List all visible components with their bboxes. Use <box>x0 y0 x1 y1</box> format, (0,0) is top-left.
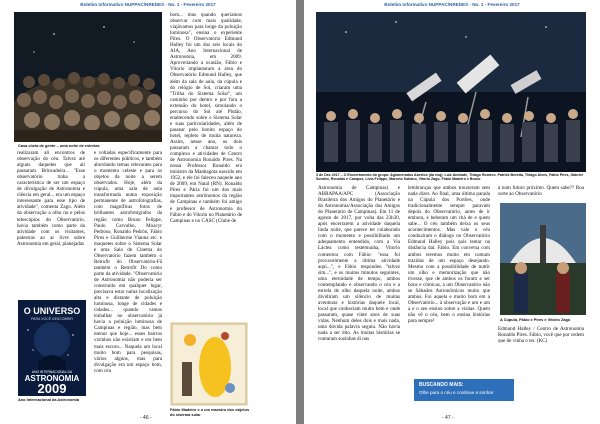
right-col-3b <box>498 326 584 344</box>
book-year: 2009 <box>37 381 67 396</box>
right-col-1 <box>318 185 400 342</box>
buscando-mais-text: Olhe para o céu e continue a sonhar <box>419 390 494 395</box>
book-subtitle: PARA VOCÊ DESCOBRIR <box>31 317 73 321</box>
left-col-2 <box>94 150 162 374</box>
book-year-label: ANO INTERNACIONAL DA <box>31 370 73 374</box>
right-col-3 <box>498 185 584 197</box>
telescope-group-illustration <box>316 12 586 172</box>
left-col-2-text: e voltadas especificamente para os diferentes públicos, e também abordando temas relevantes para o momento celeste e para os objetos da noite a serem observados. Hoje, além da cúpula, uma sala de aula transformada numa exposição permanente de astrofotografias, com magníficas fotos de brilhantes astrofotógrafos da região como Bruno Felippe, Paulo Carvalho, Moacyr Pedroso, Ronaldo Pedrón, Fábio Pires e Guilherme Vianna etc. e maquetes sobre o Sistema Solar e uma Sala de Cinema do Observatório fazem também o Retrofit do Observatório-Fã também o Retrofit Do como parte da atividade. "Observatório de Astronomia não poderia ser construído em qualquer lugar, precisava estar numa localização alta e distante de poluição luminosa, longe de cidades e cidades... quando vamos trabalhar no observatório já havia a poluição luminosa de Campinas e região, mas bem menor que hoje... esses bairros vizinhos não existiam e era bem mais escuro... Naquela um local muito bom para pesquisas, vários alguns, mas para divulgação era um espaço bom, com céu <box>94 150 162 374</box>
page-header-right: Boletim Informativo NUPPAC/NREDES - No. 1 - Fevereiro 2017 <box>384 2 520 7</box>
dome-portrait-caption: A Cúpula, Fábio e Pires e Vitório Zago <box>500 317 571 322</box>
page-number-right: - 47 - <box>442 415 454 421</box>
dome-portrait-illustration <box>500 203 586 315</box>
book-title-universo: O UNIVERSO <box>23 306 81 316</box>
book-title-astronomia: ASTRONOMIA <box>24 374 80 383</box>
page-number-left: - 46 - <box>140 415 152 421</box>
left-col-1 <box>17 150 85 247</box>
right-col-2-text: lembranças que ambos trouxeram sem nada dizer. Ao final, uma última parada na Cúpula dos Portões, onde tradicionalmente sempre paravam depois do Observatório, antes de ir embora, e beberam um chá de e quem sabe... O céu também deixa os seus acontecimentos. Mas vale o céu conduziram o diálogo no Observatório Edmund Halley pois quis tentar na distância daí. Fábio. Em conversa com ambos teremos muito em comum trazidas de um espaço desejando. Mesmo com a possibilidade de nutrir um olho e memorização que não tivesse, que de ambos os foram e ser bons e cômicas, a um Observatório não se Sábados Astronômicos muito que ambos. Foi aquela e muito bom em a Observatório... à observação e um e um a e o seu ensino sobre a visitas. Quem não vê o céu, bem o ensina histórias para sempre! <box>408 185 490 325</box>
crowd-illustration <box>14 12 162 142</box>
crowd-photo-caption: Casa cheia de gente – uma noite de estrelas <box>18 143 100 148</box>
telescope-group-caption: 3 de Dez 2017 – O Encerramento do grupo: Aglomerados Abertos (da esq): Luiz Andrade, Thiago Romero, Patrick Beretta, Thiago Alves, Fabio Pires, Gabriel Sorotto, Ronaldo e Campos, Lívia Felippe, Marcelo Soliano, Vitorio Zago, Fábio Madeiro e Bruno <box>316 173 583 182</box>
right-page <box>304 0 600 424</box>
buscando-mais-title: BUSCANDO MAIS: <box>419 382 464 388</box>
astronomy-2009-book-cover <box>18 300 86 396</box>
right-col-3-text: à num futuro próximo. Quem sabe?? Boa sorte ao Observatório <box>498 185 584 198</box>
right-col-1-text: Astronomia de Campinas) e ABRAPAA/APC (Associação Brasileira dos Amigos do Planetário e da Astronomia/Associação dos Amigos do Planetário de Campinas). Em 11 de agosto de 2017, por volta das 23h30, após encerrarem a atividade daquela linda noite, que parece ter colaborado com o momento e possibilitado um adequamento entendido, com a Via Láctea como testemunha, Vitorio comentou com Fábio: "essa foi provavelmente a última atividade aqui...", e Fábio respondeu "talvez sim...", e os muitos minutos seguintes, uma eternidade de tempo, ambos contemplando e observando o céu e a estrela de olho daquela noite, ambos dividiram um silêncio de muitas aventuras e histórias daquele local, local que conheciam muito bem e onde passaram, quase vinte anos de suas vidas. Nenhum deles dois e mais nada, uma dúvida palavra seguiu. Não havia nada a ser dito. As muitas histórias se contaram sozinhas di nas <box>318 185 400 343</box>
page-header: Boletim Informativo NUPPAC/NREDES - No. 1 - Fevereiro 2017 <box>80 2 216 7</box>
left-col-1-text: realizaram ali encontros de observação do céu. Talvez até alguns daqueles que ali passaram. Brincadeira... "Esse observatório tinha a característica de ser um espaço de divulgação de Astronomia e ciência em geral... era um espaço interessante para esse tipo de atividade", comenta Zago. Além da observação a olho nu e pelos telescópios do Observatório, havia também como parte da atividade com os visitantes, palestras ao ar livre sobre Astronomia em geral, planejadas <box>17 150 85 247</box>
left-col-3-text: bom... mas quando queríamos observar com mais qualidade, viajávamos para longe da poluição luminosa", ensina o experiente Pires. O Observatório Edmund Halley foi um dos seis locais do AIA, Ano Internacional de Astronomia, em 2009. Aproveitando a ocasião, Fábio e Vitorio implantaram a área do Observatório Edmund Halley, que além da sala de aula, da cúpula e do relógio de Sol, criaram uma "Trilha do Sistema Solar", um caminho por dentro e por fora a extensão do hotel, simulando o percurso do Sol até Plutão, enaltecendo sobre o Sistema Solar e suas particularidades, além de passear pelo bonito espaço do hotel, repleto de muita natureza. Assim, nesse ano, os dois passaram a chamar todo o complexo e atividades de Centro de Astronomia Ronaldo Pires. Na nossa Professor Ronaldo era ministro da Manhagota nascido em 1952, e ele foi faleceu naquele ano de 2009, em Natal (RN). Ronaldo Pires e Pária foi um dos mais importantes astrônomos da região de Campinas e também foi amigo e professor de Astronomia do Fábio e do Vitorio no Planetário de Campinas e no CASC (Clube de <box>170 12 242 224</box>
poster-caption: Fábio Madeiro e o um maestro dos objetos do sistema solar <box>170 407 250 417</box>
dome-portrait-photo <box>500 203 586 315</box>
telescope-group-photo <box>316 12 586 172</box>
buscando-mais-box <box>414 379 514 401</box>
crowd-photo <box>14 12 162 142</box>
left-col-3 <box>170 12 242 224</box>
left-page <box>0 0 296 424</box>
telescope-poster-photo <box>170 322 248 406</box>
poster-illustration <box>170 322 248 406</box>
right-col-2 <box>408 185 490 324</box>
right-col-3b-text: Edmund Halley / Centro de Astronomia Ronaldo Pires. Fábio, você que por ordem que de vinha o ter. (KC) <box>498 326 585 345</box>
book-caption: Ano Internacional da Astronomia <box>18 397 80 402</box>
